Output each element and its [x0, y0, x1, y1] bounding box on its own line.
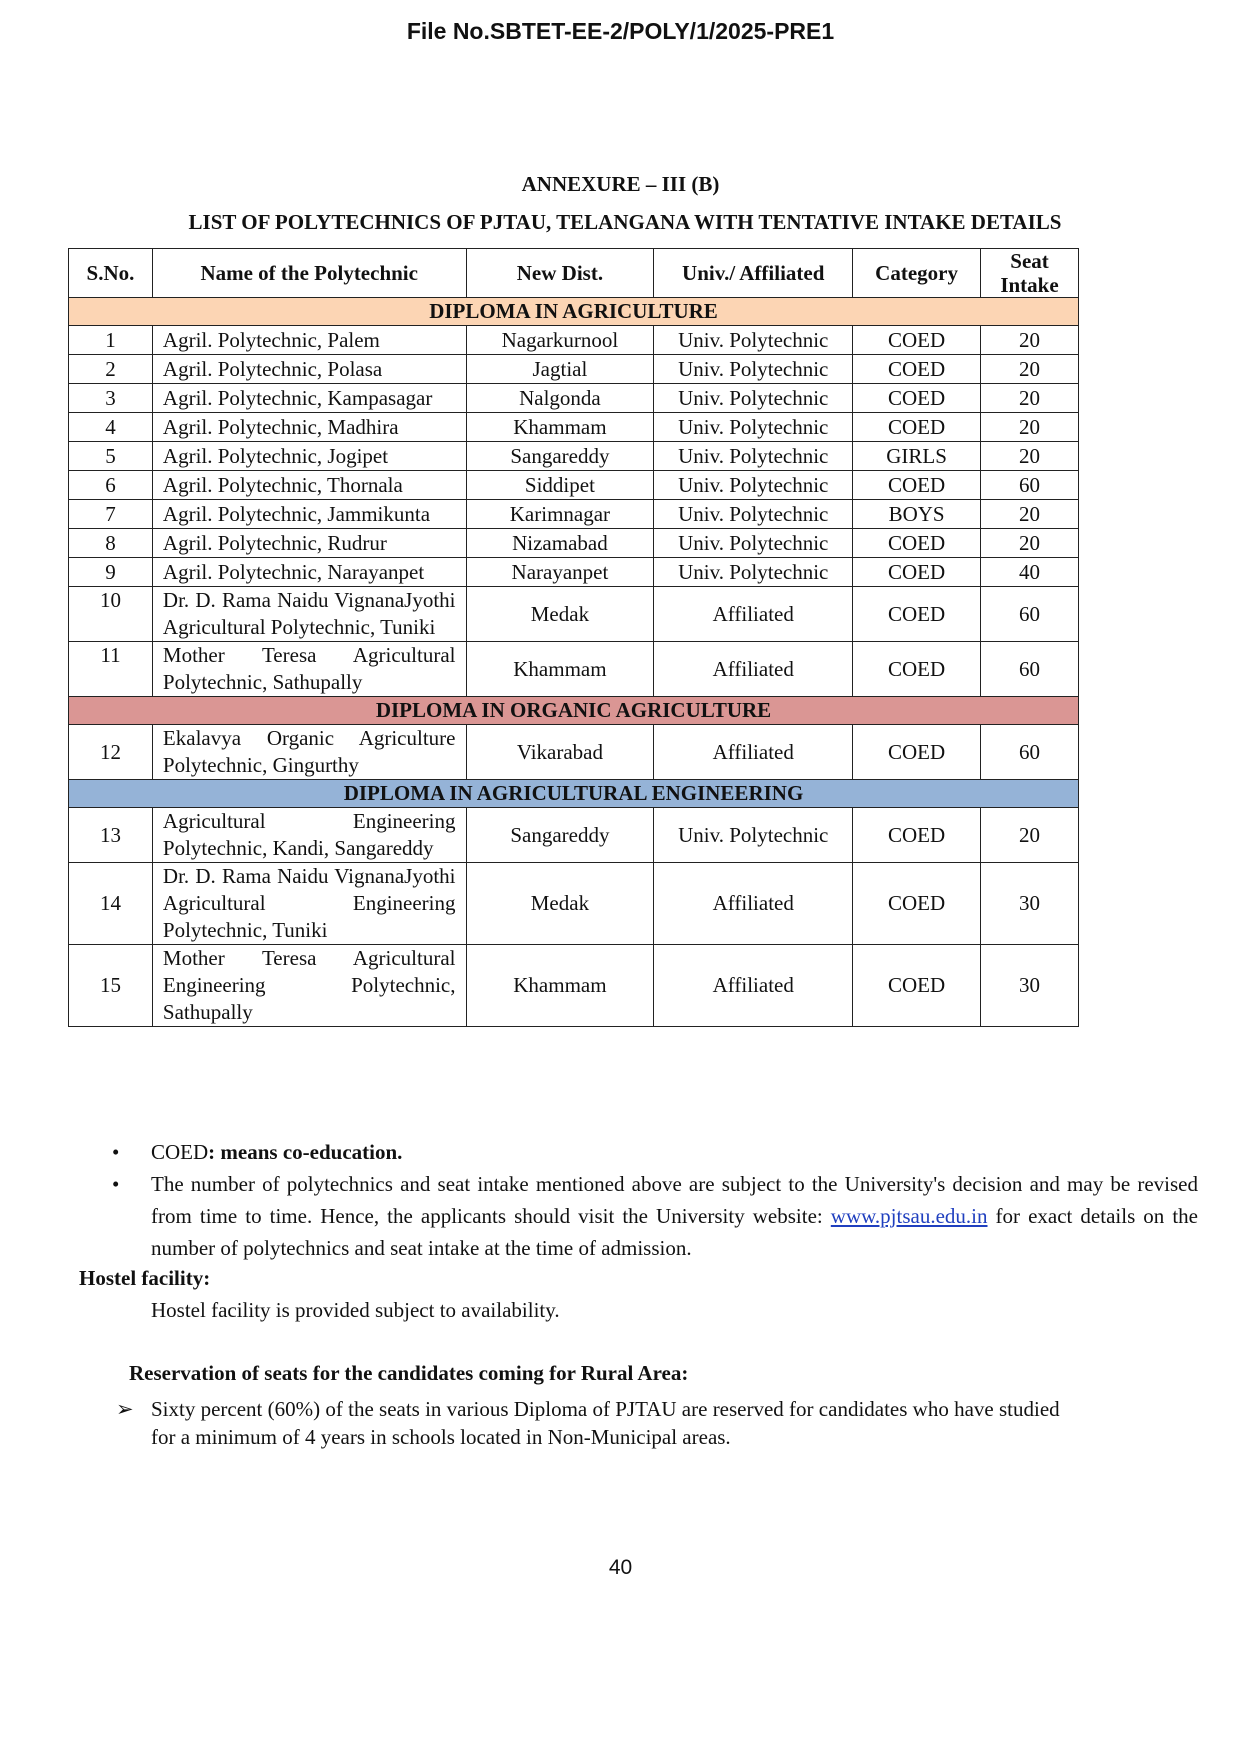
- bullet-icon: •: [112, 1172, 120, 1196]
- cell-type: Univ. Polytechnic: [654, 326, 853, 355]
- cell-name: Dr. D. Rama Naidu VignanaJyothi Agricultural Polytechnic, Tuniki: [152, 587, 466, 642]
- cell-name: Agricultural Engineering Polytechnic, Kandi, Sangareddy: [152, 808, 466, 863]
- hostel-text: Hostel facility is provided subject to availability.: [151, 1298, 560, 1322]
- cell-name: Mother Teresa Agricultural Polytechnic, Sathupally: [152, 642, 466, 697]
- cell-category: COED: [853, 945, 981, 1027]
- cell-category: COED: [853, 642, 981, 697]
- cell-type: Univ. Polytechnic: [654, 442, 853, 471]
- cell-dist: Khammam: [466, 945, 654, 1027]
- cell-sno: 2: [69, 355, 153, 384]
- cell-intake: 20: [981, 808, 1079, 863]
- cell-intake: 30: [981, 863, 1079, 945]
- reservation-text: Sixty percent (60%) of the seats in various Diploma of PJTAU are reserved for candidates who have studied for a minimum of 4 years in schools located in Non-Municipal areas.: [151, 1397, 1060, 1449]
- cell-dist: Sangareddy: [466, 808, 654, 863]
- table-row: [69, 500, 1079, 529]
- section-header-row: [69, 780, 1079, 808]
- cell-dist: Karimnagar: [466, 500, 654, 529]
- cell-name: Mother Teresa Agricultural Engineering Polytechnic, Sathupally: [152, 945, 466, 1027]
- cell-intake: 20: [981, 500, 1079, 529]
- cell-dist: Khammam: [466, 642, 654, 697]
- cell-intake: 20: [981, 384, 1079, 413]
- coed-definition: : means co-education.: [208, 1140, 403, 1164]
- table-row: [69, 587, 1079, 642]
- cell-type: Univ. Polytechnic: [654, 384, 853, 413]
- cell-name: Agril. Polytechnic, Kampasagar: [152, 384, 466, 413]
- table-row: [69, 558, 1079, 587]
- cell-intake: 20: [981, 442, 1079, 471]
- cell-name: Dr. D. Rama Naidu VignanaJyothi Agricultural Engineering Polytechnic, Tuniki: [152, 863, 466, 945]
- reservation-heading: Reservation of seats for the candidates coming for Rural Area:: [129, 1361, 689, 1385]
- table-row: [69, 384, 1079, 413]
- cell-type: Univ. Polytechnic: [654, 413, 853, 442]
- cell-category: COED: [853, 471, 981, 500]
- page-number: 40: [608, 1556, 633, 1579]
- cell-intake: 60: [981, 642, 1079, 697]
- cell-category: BOYS: [853, 500, 981, 529]
- cell-intake: 60: [981, 725, 1079, 780]
- cell-type: Univ. Polytechnic: [654, 500, 853, 529]
- table-row: [69, 945, 1079, 1027]
- cell-dist: Nagarkurnool: [466, 326, 654, 355]
- table-row: [69, 808, 1079, 863]
- cell-sno: 3: [69, 384, 153, 413]
- cell-name: Agril. Polytechnic, Jammikunta: [152, 500, 466, 529]
- cell-intake: 40: [981, 558, 1079, 587]
- cell-type: Univ. Polytechnic: [654, 355, 853, 384]
- cell-dist: Nizamabad: [466, 529, 654, 558]
- cell-intake: 30: [981, 945, 1079, 1027]
- file-number-header: File No.SBTET-EE-2/POLY/1/2025-PRE1: [406, 18, 835, 44]
- arrow-bullet-icon: ➢: [116, 1397, 134, 1421]
- cell-name: Agril. Polytechnic, Madhira: [152, 413, 466, 442]
- hostel-heading: Hostel facility:: [79, 1266, 211, 1290]
- annexure-title: ANNEXURE – III (B): [521, 172, 720, 196]
- cell-sno: 4: [69, 413, 153, 442]
- cell-intake: 20: [981, 355, 1079, 384]
- cell-category: COED: [853, 326, 981, 355]
- polytechnics-table: [68, 248, 1079, 1027]
- cell-category: COED: [853, 413, 981, 442]
- table-row: [69, 355, 1079, 384]
- cell-category: COED: [853, 355, 981, 384]
- table-row: [69, 326, 1079, 355]
- section-title: DIPLOMA IN AGRICULTURAL ENGINEERING: [69, 780, 1079, 808]
- cell-name: Agril. Polytechnic, Narayanpet: [152, 558, 466, 587]
- cell-type: Univ. Polytechnic: [654, 808, 853, 863]
- section-title: DIPLOMA IN ORGANIC AGRICULTURE: [69, 697, 1079, 725]
- cell-sno: 11: [69, 642, 153, 697]
- col-header-type: Univ./ Affiliated: [654, 249, 853, 298]
- cell-name: Agril. Polytechnic, Jogipet: [152, 442, 466, 471]
- cell-sno: 9: [69, 558, 153, 587]
- table-row: [69, 442, 1079, 471]
- table-row: [69, 863, 1079, 945]
- cell-type: Affiliated: [654, 642, 853, 697]
- col-header-sno: S.No.: [69, 249, 153, 298]
- cell-category: COED: [853, 529, 981, 558]
- col-header-name: Name of the Polytechnic: [152, 249, 466, 298]
- cell-category: COED: [853, 863, 981, 945]
- cell-dist: Medak: [466, 587, 654, 642]
- table-row: [69, 642, 1079, 697]
- cell-category: COED: [853, 587, 981, 642]
- cell-dist: Vikarabad: [466, 725, 654, 780]
- table-row: [69, 413, 1079, 442]
- col-header-category: Category: [853, 249, 981, 298]
- cell-name: Agril. Polytechnic, Palem: [152, 326, 466, 355]
- cell-sno: 12: [69, 725, 153, 780]
- list-title: LIST OF POLYTECHNICS OF PJTAU, TELANGANA WITH TENTATIVE INTAKE DETAILS: [188, 210, 1062, 234]
- note-coed: [112, 1136, 1198, 1168]
- cell-name: Ekalavya Organic Agriculture Polytechnic, Gingurthy: [152, 725, 466, 780]
- cell-sno: 6: [69, 471, 153, 500]
- col-header-dist: New Dist.: [466, 249, 654, 298]
- cell-category: GIRLS: [853, 442, 981, 471]
- cell-dist: Narayanpet: [466, 558, 654, 587]
- cell-type: Affiliated: [654, 725, 853, 780]
- bullet-icon: •: [112, 1140, 120, 1164]
- cell-intake: 20: [981, 413, 1079, 442]
- cell-type: Affiliated: [654, 863, 853, 945]
- cell-type: Univ. Polytechnic: [654, 471, 853, 500]
- cell-sno: 1: [69, 326, 153, 355]
- note-subject-to-change: [112, 1168, 1198, 1264]
- table-body: [69, 298, 1079, 1027]
- table-header-row: [69, 249, 1079, 298]
- note-text-after: for exact details on the number of polytechnics and seat intake at the time of admission.: [151, 1204, 1198, 1260]
- cell-type: Univ. Polytechnic: [654, 558, 853, 587]
- coed-term: COED: [151, 1140, 209, 1164]
- cell-category: COED: [853, 725, 981, 780]
- cell-type: Affiliated: [654, 587, 853, 642]
- cell-type: Univ. Polytechnic: [654, 529, 853, 558]
- cell-intake: 60: [981, 587, 1079, 642]
- cell-intake: 60: [981, 471, 1079, 500]
- col-header-intake: Seat Intake: [981, 249, 1079, 298]
- cell-dist: Medak: [466, 863, 654, 945]
- table-row: [69, 725, 1079, 780]
- university-website-link[interactable]: www.pjtsau.edu.in: [830, 1204, 988, 1228]
- cell-name: Agril. Polytechnic, Thornala: [152, 471, 466, 500]
- cell-sno: 14: [69, 863, 153, 945]
- cell-sno: 10: [69, 587, 153, 642]
- table-row: [69, 529, 1079, 558]
- cell-dist: Nalgonda: [466, 384, 654, 413]
- section-header-row: [69, 697, 1079, 725]
- cell-type: Affiliated: [654, 945, 853, 1027]
- note-text-before: The number of polytechnics and seat intake mentioned above are subject to the University's decision and may be revised from time to time. Hence, the applicants should visit the University website:: [151, 1172, 1198, 1228]
- notes-list: [112, 1136, 1198, 1264]
- section-title: DIPLOMA IN AGRICULTURE: [69, 298, 1079, 326]
- cell-category: COED: [853, 384, 981, 413]
- cell-dist: Jagtial: [466, 355, 654, 384]
- cell-intake: 20: [981, 529, 1079, 558]
- cell-category: COED: [853, 808, 981, 863]
- cell-sno: 15: [69, 945, 153, 1027]
- cell-dist: Khammam: [466, 413, 654, 442]
- table-row: [69, 471, 1079, 500]
- cell-name: Agril. Polytechnic, Polasa: [152, 355, 466, 384]
- section-header-row: [69, 298, 1079, 326]
- cell-dist: Siddipet: [466, 471, 654, 500]
- cell-sno: 13: [69, 808, 153, 863]
- cell-intake: 20: [981, 326, 1079, 355]
- cell-sno: 7: [69, 500, 153, 529]
- cell-sno: 5: [69, 442, 153, 471]
- cell-sno: 8: [69, 529, 153, 558]
- cell-dist: Sangareddy: [466, 442, 654, 471]
- cell-category: COED: [853, 558, 981, 587]
- cell-name: Agril. Polytechnic, Rudrur: [152, 529, 466, 558]
- reservation-item: [112, 1395, 1062, 1451]
